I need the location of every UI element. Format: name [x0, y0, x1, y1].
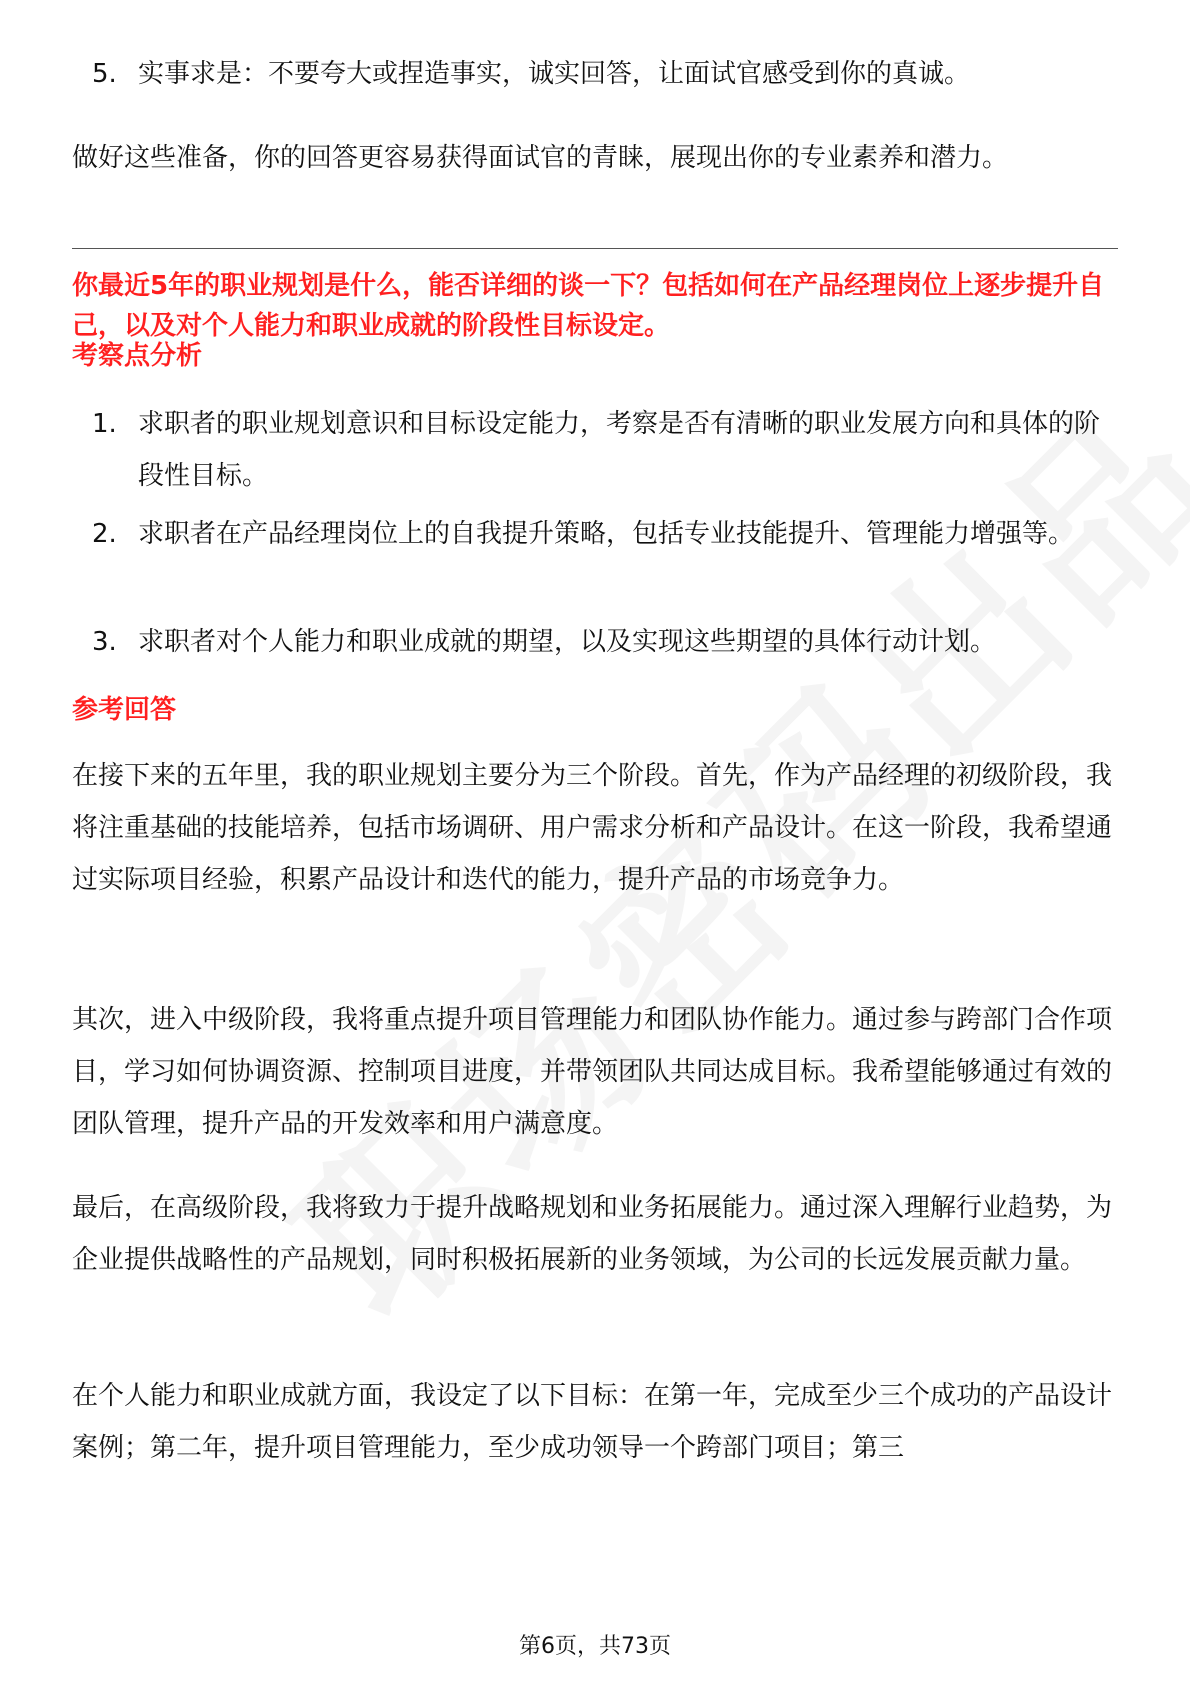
summary-paragraph: 做好这些准备，你的回答更容易获得面试官的青睐，展现出你的专业素养和潜力。 — [72, 143, 1009, 173]
list-item — [92, 616, 1118, 668]
question-title: 你最近5年的职业规划是什么，能否详细的谈一下？包括如何在产品经理岗位上逐步提升自己，以及对个人能力和职业成就的阶段性目标设定。 — [72, 271, 1105, 341]
answer-paragraph: 在接下来的五年里，我的职业规划主要分为三个阶段。首先，作为产品经理的初级阶段，我将注重基础的技能培养，包括市场调研、用户需求分析和产品设计。在这一阶段，我希望通过实际项目经验，积累产品设计和迭代的能力，提升产品的市场竞争力。 — [72, 761, 1113, 895]
list-item-number: 1. — [92, 409, 117, 439]
list-item-text: 求职者在产品经理岗位上的自我提升策略，包括专业技能提升、管理能力增强等。 — [138, 519, 1075, 549]
analysis-heading: 考察点分析 — [72, 341, 203, 371]
list-item — [92, 508, 1118, 560]
list-item-text: 求职者对个人能力和职业成就的期望，以及实现这些期望的具体行动计划。 — [138, 627, 997, 657]
answer-paragraph: 最后，在高级阶段，我将致力于提升战略规划和业务拓展能力。通过深入理解行业趋势，为企业提供战略性的产品规划，同时积极拓展新的业务领域，为公司的长远发展贡献力量。 — [72, 1193, 1113, 1275]
section-divider — [72, 248, 1118, 249]
list-item — [92, 398, 1118, 502]
list-item-number: 5. — [92, 59, 117, 89]
list-item — [92, 48, 1118, 100]
answer-paragraph: 其次，进入中级阶段，我将重点提升项目管理能力和团队协作能力。通过参与跨部门合作项目，学习如何协调资源、控制项目进度，并带领团队共同达成目标。我希望能够通过有效的团队管理，提升产品的开发效率和用户满意度。 — [72, 1005, 1113, 1139]
list-item-text: 实事求是：不要夸大或捏造事实，诚实回答，让面试官感受到你的真诚。 — [138, 59, 971, 89]
list-item-number: 3. — [92, 627, 117, 657]
page-footer: 第6页，共73页 — [519, 1634, 671, 1659]
list-item-text: 求职者的职业规划意识和目标设定能力，考察是否有清晰的职业发展方向和具体的阶段性目标。 — [138, 409, 1101, 491]
answer-paragraph: 在个人能力和职业成就方面，我设定了以下目标：在第一年，完成至少三个成功的产品设计案例；第二年，提升项目管理能力，至少成功领导一个跨部门项目；第三 — [72, 1381, 1113, 1463]
answer-heading: 参考回答 — [72, 695, 177, 725]
list-item-number: 2. — [92, 519, 117, 549]
